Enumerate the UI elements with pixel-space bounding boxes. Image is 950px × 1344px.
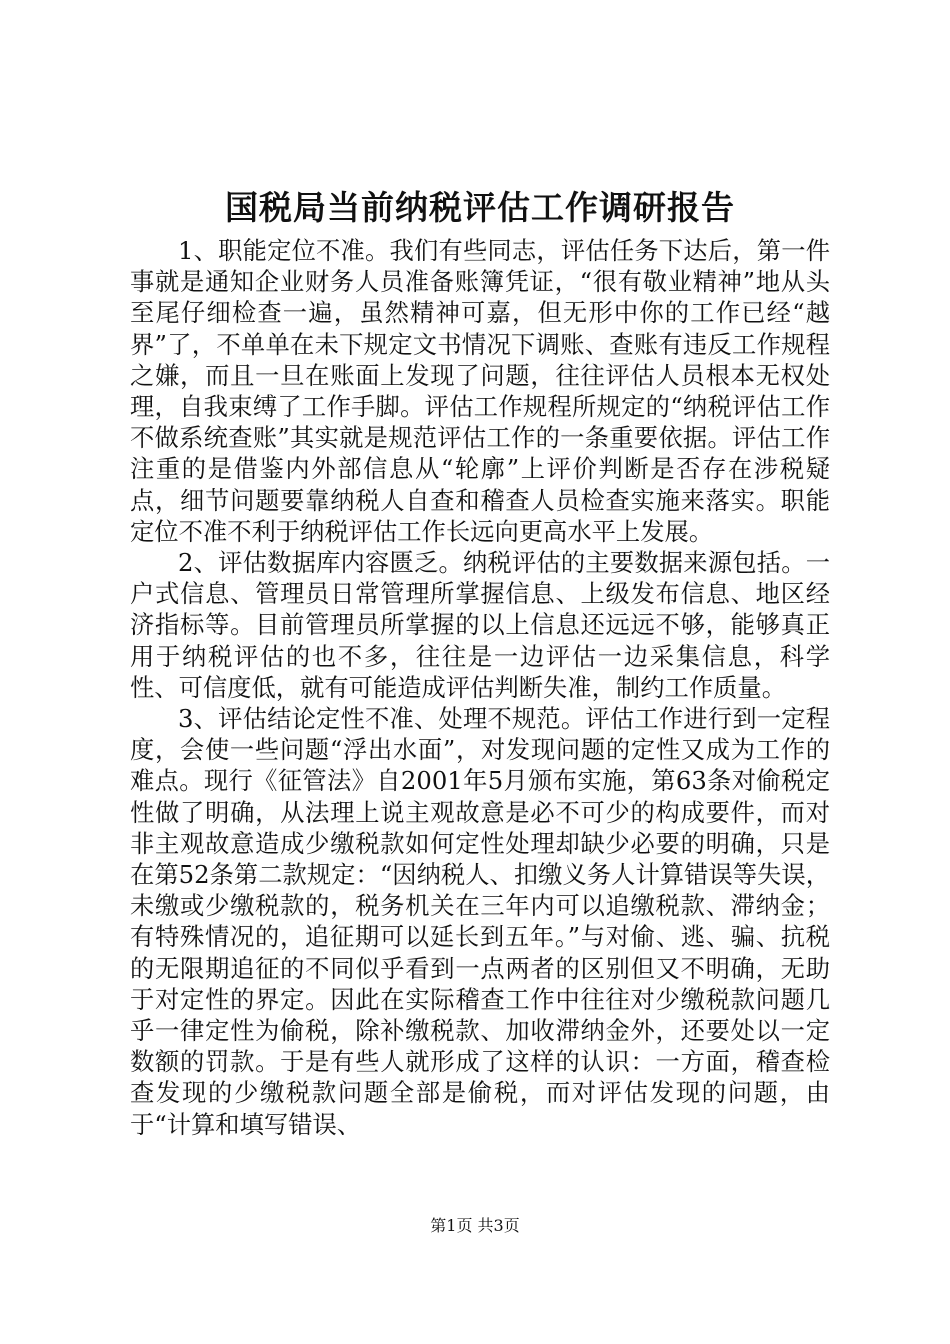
paragraph-1: 1、职能定位不准。我们有些同志，评估任务下达后，第一件事就是通知企业财务人员准备账簿凭证，“很有敬业精神”地从头至尾仔细检查一遍，虽然精神可嘉，但无形中你的工作已经“越界”了，不单单在未下规定文书情况下调账、查账有违反工作规程之嫌，而且一旦在账面上发现了问题，往往评估人员根本无权处理，自我束缚了工作手脚。评估工作规程所规定的“纳税评估工作不做系统查账”其实就是规范评估工作的一条重要依据。评估工作注重的是借鉴内外部信息从“轮廓”上评价判断是否存在涉税疑点，细节问题要靠纳税人自查和稽查人员检查实施来落实。职能定位不准不利于纳税评估工作长远向更高水平上发展。 [130, 236, 830, 546]
paragraph-2: 2、评估数据库内容匮乏。纳税评估的主要数据来源包括。一户式信息、管理员日常管理所掌握信息、上级发布信息、地区经济指标等。目前管理员所掌握的以上信息还远远不够，能够真正用于纳税评估的也不多，往往是一边评估一边采集信息，科学性、可信度低，就有可能造成评估判断失准，制约工作质量。 [130, 548, 830, 702]
document-title: 国税局当前纳税评估工作调研报告 [225, 188, 735, 227]
page-footer: 第1页 共3页 [430, 1216, 520, 1235]
document-body [130, 235, 830, 1140]
paragraph-3: 3、评估结论定性不准、处理不规范。评估工作进行到一定程度，会使一些问题“浮出水面”，对发现问题的定性又成为工作的难点。现行《征管法》自2001年5月颁布实施，第63条对偷税定性做了明确，从法理上说主观故意是必不可少的构成要件，而对非主观故意造成少缴税款如何定性处理却缺少必要的明确，只是在第52条第二款规定：“因纳税人、扣缴义务人计算错误等失误，未缴或少缴税款的，税务机关在三年内可以追缴税款、滞纳金；有特殊情况的，追征期可以延长到五年。”与对偷、逃、骗、抗税的无限期追征的不同似乎看到一点两者的区别但又不明确，无助于对定性的界定。因此在实际稽查工作中往往对少缴税款问题几乎一律定性为偷税，除补缴税款、加收滞纳金外，还要处以一定数额的罚款。于是有些人就形成了这样的认识：一方面，稽查检查发现的少缴税款问题全部是偷税，而对评估发现的问题，由于“计算和填写错误、 [130, 704, 830, 1139]
